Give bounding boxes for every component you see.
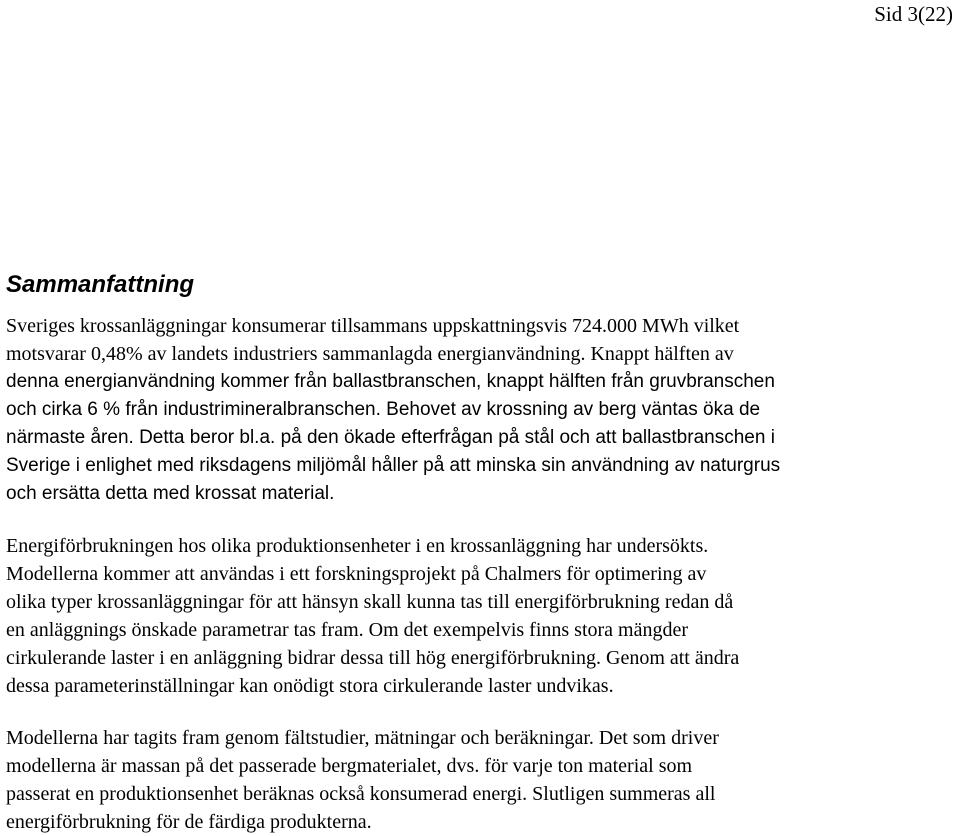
section-heading: Sammanfattning [6,271,195,298]
page-number: Sid 3(22) [874,2,953,26]
text-line: och cirka 6 % från industrimineralbranschen. Behovet av krossning av berg väntas öka de [6,399,761,420]
text-line: Modellerna har tagits fram genom fältstudier, mätningar och beräkningar. Det som driver [6,727,719,749]
paragraph-methodology [6,724,951,836]
text-line: närmaste åren. Detta beror bl.a. på den ökade efterfrågan på stål och att ballastbranschen i [6,427,775,448]
text-line: denna energianvändning kommer från ballastbranschen, knappt hälften från gruvbranschen [6,371,775,392]
text-line: energiförbrukning för de färdiga produkterna. [6,811,372,833]
body-text [6,312,951,836]
text-line: Sveriges krossanläggningar konsumerar tillsammans uppskattningsvis 724.000 MWh vilket [6,315,740,337]
text-line: Modellerna kommer att användas i ett forskningsprojekt på Chalmers för optimering av [6,563,707,585]
paragraph-energy-models [6,532,951,700]
text-line: passerat en produktionsenhet beräknas också konsumerad energi. Slutligen summeras all [6,783,716,805]
text-line: motsvarar 0,48% av landets industriers sammanlagda energianvändning. Knappt hälften av [6,343,734,365]
text-line: cirkulerande laster i en anläggning bidrar dessa till hög energiförbrukning. Genom att ändra [6,647,740,669]
text-line: modellerna är massan på det passerade bergmaterialet, dvs. för varje ton material som [6,755,693,777]
text-line: Sverige i enlighet med riksdagens miljömål håller på att minska sin användning av naturgrus [6,455,781,476]
text-line: olika typer krossanläggningar för att hänsyn skall kunna tas till energiförbrukning redan då [6,591,734,613]
text-line: en anläggnings önskade parametrar tas fram. Om det exempelvis finns stora mängder [6,619,689,641]
text-line: dessa parameterinställningar kan onödigt stora cirkulerande laster undvikas. [6,675,614,697]
text-line: och ersätta detta med krossat material. [6,483,335,504]
text-line: Energiförbrukningen hos olika produktionsenheter i en krossanläggning har undersökts. [6,535,709,557]
paragraph-summary [6,312,951,508]
